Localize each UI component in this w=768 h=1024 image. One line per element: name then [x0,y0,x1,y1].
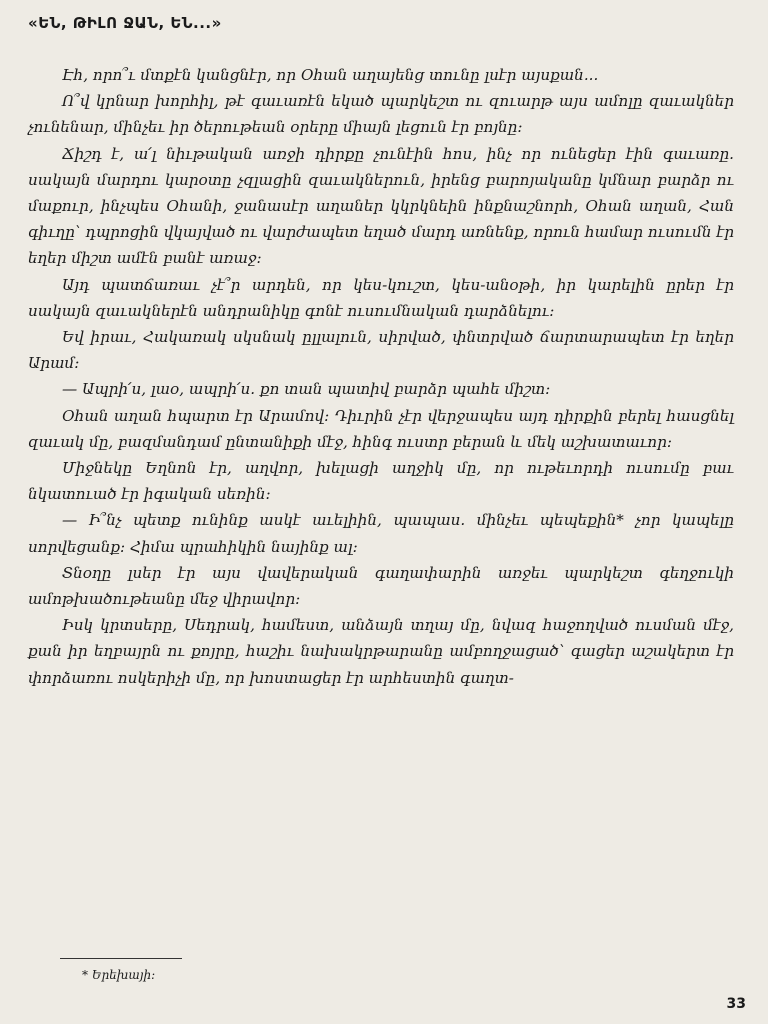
footnote: * Երեխայի։ [82,968,156,982]
paragraph-8: Միջնեկը Եղնոն էր, աղվոր, խելացի աղջիկ մը, որ ութեւորդի ուսումը բաւ նկատուած էր իգական սեռին։ [28,459,734,504]
page-number: 33 [726,996,746,1012]
paragraph-11: Իսկ կրտսերը, Սեդրակ, համեստ, անձայն տղայ մը, նվազ հաջողված ուսման մէջ, քան իր եղբայրն ու քոյրը, հաշիւ նախակրթարանը ամբողջացած՝ գացեր աշակերտ էր փորձառու ոսկերիչի մը, որ խոստացեր էր արհեստին գաղտ- [28,616,734,687]
body-text [28,62,734,691]
paragraph-1: Էհ, որո՞ւ մտքէն կանցնէր, որ Օհան աղայենց տունը լսէր այսքան... [62,66,599,84]
paragraph-10: Տնօղը լսեր էր այս վավերական գաղափարին առջեւ պարկեշտ գեղջուկի ամոթխածութեանը մեջ վիրավոր։ [28,563,734,609]
chapter-heading: «ԵՆ, ԹԻԼՈ ՋԱՆ, ԵՆ...» [28,14,222,32]
paragraph-7: Օհան աղան հպարտ էր Արամով։ Դիւրին չէր վերջապես այդ դիրքին բերել հասցնել զաւակ մը, բազմանդամ ընտանիքի մէջ, հինգ ուստր բերան և մեկ աշխատաւոր։ [28,406,734,451]
footnote-divider [60,958,182,959]
paragraph-2: Ո՞վ կրնար խորհիլ, թէ գաւառէն եկած պարկեշտ ու զուարթ այս ամոլը զաւակներ չունենար, մինչեւ իր ծերութեան օրերը միայն լեցուն էր բոյնը։ [28,92,734,137]
paragraph-4: Այդ պատճառաւ չէ՞ր արդեն, որ կես-կուշտ, կես-անօթի, իր կարելին ըրեր էր սակայն զաւակներէն անդրանիկը գոնէ ուսումնական դարձնելու։ [28,275,734,320]
paragraph-3: Ճիշդ է, ա՛լ նիւթական առջի դիրքը չունէին հոս, ինչ որ ունեցեր էին գաւառը. սակայն մարդու կարօտը չզլացին զաւակներուն, իրենց բարոյականը կմնար բարձր ու մաքուր, ինչպես Օհանի, ջանասէր աղաներ կկրկնեին ինքնաշնորհ, Օհան աղան, Հան գիւղը՝ դպրոցին վկայված ու վարժապետ եղած մարդ առնենք, որուն համար ուսումն էր եղեր միշտ ամէն բանէ առաջ։ [28,144,734,268]
paragraph-6: — Ապրի՛ս, լաօ, ապրի՛ս. քո տան պատիվ բարձր պահե միշտ։ [62,380,551,399]
paragraph-9: — Ի՞նչ պետք ունինք ասկէ աւելիին, պապաս. մինչեւ պեպեքին* չոր կապելը սորվեցանք։ Հիմա պրահիկին նայինք ալ։ [28,511,734,556]
paragraph-5: Եվ իրաւ, Հակառակ սկսնակ ըլլալուն, սիրված, փնտրված ճարտարապետ էր եղեր Արամ։ [28,328,734,373]
